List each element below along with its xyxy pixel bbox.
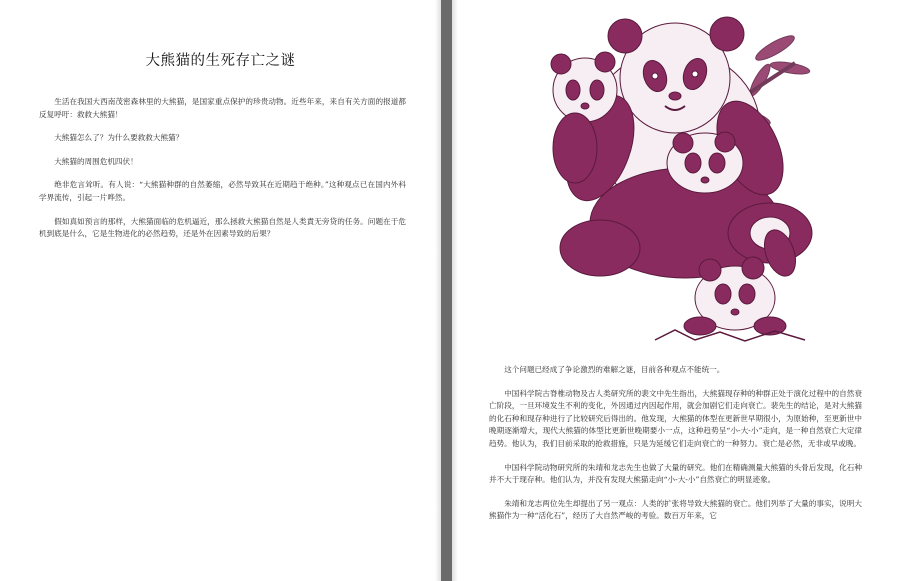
paragraph: 生活在我国大西南茂密森林里的大熊猫，是国家重点保护的珍贵动物。近些年来，来自有关方面的报道都反复呼吁：救救大熊猫！ [39,97,406,119]
paragraph: 绝非危言耸听。有人说：“大熊猫种群的自然萎缩，必然导致其在近期趋于绝种。”这种观点已在国内外科学界流传，引起一片哗然。 [39,180,406,202]
paragraph: 中国科学院古脊椎动物及古人类研究所的裴文中先生指出，大熊猫现存种的种群正处于演化过程中的自然衰亡阶段，一旦环境发生不利的变化，外因通过内因起作用，就会加剧它们走向衰亡。裴先生的结论，是对大熊猫的化石种和现存种进行了比较研究后得出的。他发现，大熊猫的体型在更新世早期很小，为原始种，至更新世中晚期逐渐增大，现代大熊猫的体型比更新世晚期要小一点，这种趋势呈“小-大-小”走向，是一种自然衰亡大定律趋势。他认为，我们目前采取的抢救措施，只是为延缓它们走向衰亡的一种努力。衰亡是必然，无非或早或晚。 [489,388,862,448]
paragraph: 大熊猫的周围危机四伏！ [54,156,138,166]
paragraph: 中国科学院动物研究所的朱靖和龙志先生也做了大量的研究。他们在精确测量大熊猫的头骨后发现，化石种并不大于现存种。他们认为，并没有发现大熊猫走向“小-大-小”自然衰亡的明显迹象。 [489,462,862,485]
panda-family-illustration [505,8,830,346]
page-title: 大熊猫的生死存亡之谜 [145,53,296,69]
gutter-shadow [435,0,441,581]
paragraph: 大熊猫怎么了？为什么要救救大熊猫？ [54,133,184,143]
paragraph: 朱靖和龙志两位先生却提出了另一观点：人类的扩张将导致大熊猫的衰亡。他们列举了大量的事实，说明大熊猫作为一种“活化石”，经历了大自然严峻的考验。数百万年来，它 [489,498,862,521]
paragraph: 这个问题已经成了争论激烈的难解之谜，目前各种观点不能统一。 [504,365,725,374]
gutter-shadow [452,0,458,581]
right-body-text [489,364,862,534]
left-page [0,0,441,581]
paragraph: 假如真如预言的那样，大熊猫面临的危机逼近，那么拯救大熊猫自然是人类責无旁贷的任务。问题在于危机到底是什么，它是生物进化的必然趋势，还是外在因素导致的后果？ [39,216,406,239]
left-body-text [39,96,406,252]
